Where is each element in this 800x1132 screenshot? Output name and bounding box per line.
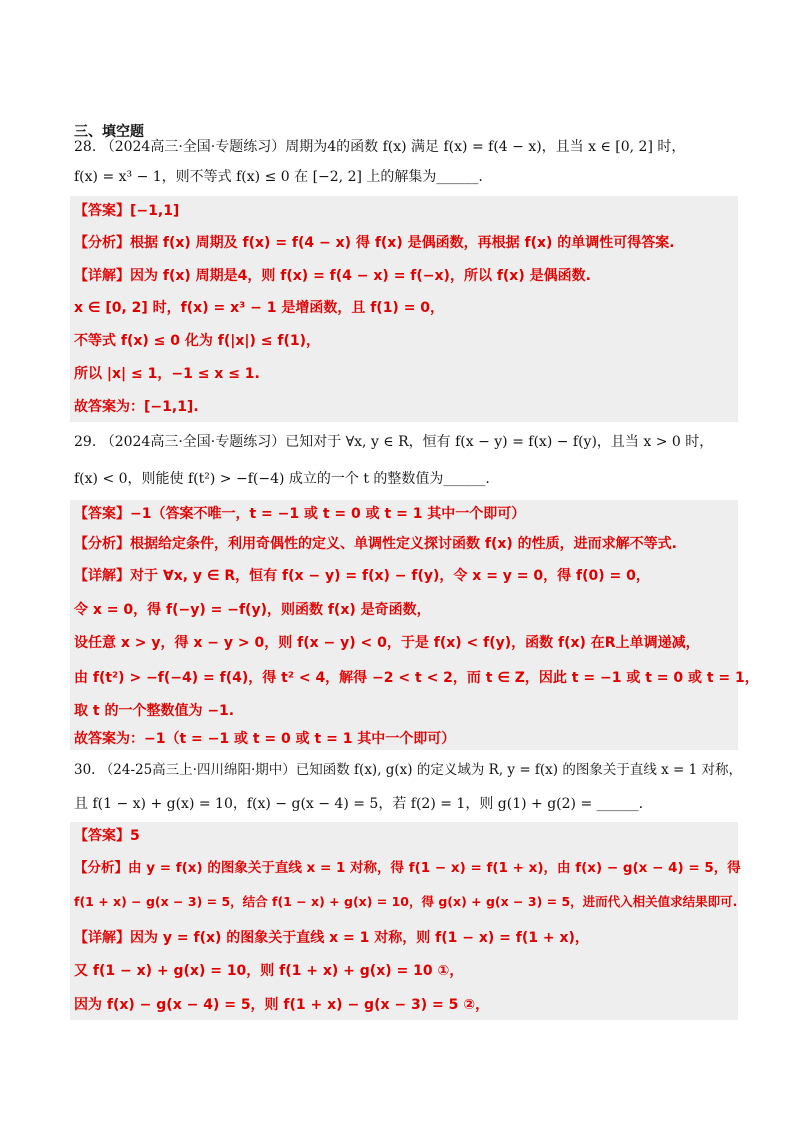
problem-29-detail-1: 【详解】对于 ∀x, y ∈ R，恒有 f(x − y) = f(x) − f(y)，令 x = y = 0，得 f(0) = 0， xyxy=(74,568,650,584)
section-title: 三、填空题 xyxy=(74,124,144,140)
problem-29-line-1: 29. （2024高三·全国·专题练习）已知对于 ∀x, y ∈ R，恒有 f(x − y) = f(x) − f(y)，且当 x > 0 时， xyxy=(74,434,714,450)
problem-29-final: 故答案为：−1（t = −1 或 t = 0 或 t = 1 其中一个即可） xyxy=(74,731,456,747)
problem-29-detail-4: 由 f(t²) > −f(−4) = f(4)，得 t² < 4，解得 −2 < t < 2，而 t ∈ Z，因此 t = −1 或 t = 0 或 t = 1， xyxy=(74,670,759,686)
problem-28-line-1: 28. （2024高三·全国·专题练习）周期为4的函数 f(x) 满足 f(x) = f(4 − x)，且当 x ∈ [0, 2] 时， xyxy=(74,139,686,155)
problem-30-analysis-2: f(1 + x) − g(x − 3) = 5，结合 f(1 − x) + g(x) = 10，得 g(x) + g(x − 3) = 5，进而代入相关值求结果即可. xyxy=(74,894,738,909)
problem-29-detail-2: 令 x = 0，得 f(−y) = −f(y)，则函数 f(x) 是奇函数， xyxy=(74,602,431,618)
problem-28-line-2: f(x) = x³ − 1，则不等式 f(x) ≤ 0 在 [−2, 2] 上的解集为______. xyxy=(74,169,483,185)
problem-30-analysis-1: 【分析】由 y = f(x) 的图象关于直线 x = 1 对称，得 f(1 − x) = f(1 + x)，由 f(x) − g(x − 4) = 5，得 xyxy=(74,860,741,876)
problem-30-answer: 【答案】5 xyxy=(74,828,140,844)
problem-29-detail-5: 取 t 的一个整数值为 −1. xyxy=(74,703,235,719)
problem-28-detail-3: 不等式 f(x) ≤ 0 化为 f(|x|) ≤ f(1)， xyxy=(74,333,321,349)
problem-28-analysis: 【分析】根据 f(x) 周期及 f(x) = f(4 − x) 得 f(x) 是偶函数，再根据 f(x) 的单调性可得答案. xyxy=(74,235,675,251)
problem-29-analysis: 【分析】根据给定条件，利用奇偶性的定义、单调性定义探讨函数 f(x) 的性质，进而求解不等式. xyxy=(74,536,677,552)
problem-30-line-2: 且 f(1 − x) + g(x) = 10，f(x) − g(x − 4) = 5，若 f(2) = 1，则 g(1) + g(2) = ______. xyxy=(74,796,644,812)
problem-30-detail-3: 因为 f(x) − g(x − 4) = 5，则 f(1 + x) − g(x − 3) = 5 ②， xyxy=(74,997,490,1013)
problem-30-answer-box xyxy=(70,822,738,1020)
problem-28-detail-2: x ∈ [0, 2] 时，f(x) = x³ − 1 是增函数，且 f(1) = 0， xyxy=(74,300,445,316)
problem-29-answer: 【答案】−1（答案不唯一，t = −1 或 t = 0 或 t = 1 其中一个即可） xyxy=(74,506,526,522)
problem-30-detail-2: 又 f(1 − x) + g(x) = 10，则 f(1 + x) + g(x) = 10 ①， xyxy=(74,963,464,979)
problem-28-final: 故答案为：[−1,1]. xyxy=(74,399,199,415)
problem-28-answer: 【答案】[−1,1] xyxy=(74,203,180,219)
problem-30-detail-1: 【详解】因为 y = f(x) 的图象关于直线 x = 1 对称，则 f(1 − x) = f(1 + x)， xyxy=(74,930,589,946)
problem-28-detail-1: 【详解】因为 f(x) 周期是4，则 f(x) = f(4 − x) = f(−x)，所以 f(x) 是偶函数. xyxy=(74,268,591,284)
problem-30-line-1: 30. （24-25高三上·四川绵阳·期中）已知函数 f(x), g(x) 的定义域为 R, y = f(x) 的图象关于直线 x = 1 对称， xyxy=(74,762,743,778)
problem-29-line-2: f(x) < 0，则能使 f(t²) > −f(−4) 成立的一个 t 的整数值为______. xyxy=(74,471,490,487)
problem-29-detail-3: 设任意 x > y，得 x − y > 0，则 f(x − y) < 0，于是 f(x) < f(y)，函数 f(x) 在R上单调递减， xyxy=(74,635,700,651)
problem-28-detail-4: 所以 |x| ≤ 1，−1 ≤ x ≤ 1. xyxy=(74,366,260,382)
